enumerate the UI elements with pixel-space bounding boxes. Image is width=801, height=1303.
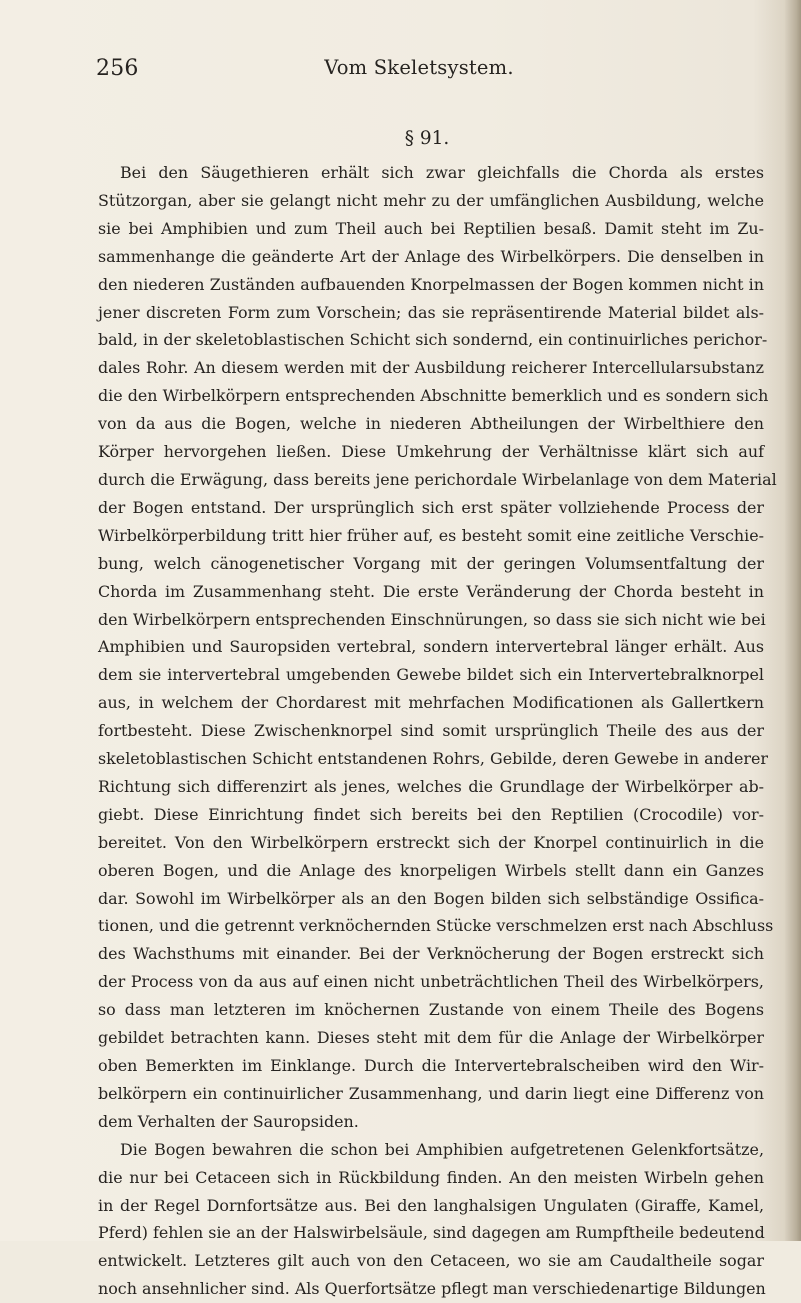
text-line: belkörpern ein continuirlicher Zusammenhang, und darin liegt eine Differenz von xyxy=(98,1083,764,1103)
text-line: bung, welch cänogenetischer Vorgang mit der geringen Volumsentfaltung der xyxy=(98,553,764,573)
text-line: bereitet. Von den Wirbelkörpern erstreckt sich der Knorpel continuirlich in die xyxy=(98,832,764,852)
text-line: Körper hervorgehen ließen. Diese Umkehrung der Verhältnisse klärt sich auf xyxy=(98,442,764,462)
text-line: giebt. Diese Einrichtung findet sich bereits bei den Reptilien (Crocodile) vor- xyxy=(98,804,764,824)
text-line: dales Rohr. An diesem werden mit der Ausbildung reicherer Intercellularsubstanz xyxy=(98,358,764,378)
text-line: Chorda im Zusammenhang steht. Die erste Veränderung der Chorda besteht in xyxy=(98,581,764,601)
text-line: den Wirbelkörpern entsprechenden Einschnürungen, so dass sie sich nicht wie bei xyxy=(98,609,766,629)
page-edge xyxy=(785,0,801,1241)
text-line: den niederen Zuständen aufbauenden Knorpelmassen der Bogen kommen nicht in xyxy=(98,274,764,294)
text-line: Richtung sich differenzirt als jenes, welches die Grundlage der Wirbelkörper ab- xyxy=(98,776,764,796)
text-line: dem Verhalten der Sauropsiden. xyxy=(98,1111,359,1131)
text-line: noch ansehnlicher sind. Als Querfortsätze pflegt man verschiedenartige Bildungen xyxy=(98,1279,766,1299)
text-line: aus, in welchem der Chordarest mit mehrfachen Modificationen als Gallertkern xyxy=(98,693,764,713)
paragraph xyxy=(98,1136,764,1303)
text-line: dem sie intervertebral umgebenden Gewebe bildet sich ein Intervertebralknorpel xyxy=(98,665,764,685)
text-line: Stützorgan, aber sie gelangt nicht mehr zu der umfänglichen Ausbildung, welche xyxy=(98,190,764,210)
text-line: des Wachsthums mit einander. Bei der Verknöcherung der Bogen erstreckt sich xyxy=(98,944,764,964)
text-line: tionen, und die getrennt verknöchernden Stücke verschmelzen erst nach Abschluss xyxy=(98,916,774,936)
text-line: Bei den Säugethieren erhält sich zwar gleichfalls die Chorda als erstes xyxy=(120,163,764,182)
text-line: die nur bei Cetaceen sich in Rückbildung finden. An den meisten Wirbeln gehen xyxy=(98,1167,764,1187)
page-number: 256 xyxy=(96,56,139,81)
text-line: die den Wirbelkörpern entsprechenden Abschnitte bemerklich und es sondern sich xyxy=(98,386,769,406)
text-line: in der Regel Dornfortsätze aus. Bei den langhalsigen Ungulaten (Giraffe, Kamel, xyxy=(98,1195,764,1215)
text-line: Amphibien und Sauropsiden vertebral, sondern intervertebral länger erhält. Aus xyxy=(98,637,764,657)
text-line: der Bogen entstand. Der ursprünglich sich erst später vollziehende Process der xyxy=(98,497,764,517)
text-line: Pferd) fehlen sie an der Halswirbelsäule, sind dagegen am Rumpftheile bedeutend xyxy=(98,1223,765,1243)
text-line: oberen Bogen, und die Anlage des knorpeligen Wirbels stellt dann ein Ganzes xyxy=(98,860,764,880)
text-line: dar. Sowohl im Wirbelkörper als an den Bogen bilden sich selbständige Ossifica- xyxy=(98,888,764,908)
text-line: so dass man letzteren im knöchernen Zustande von einem Theile des Bogens xyxy=(98,1000,764,1020)
text-line: sammenhange die geänderte Art der Anlage des Wirbelkörpers. Die denselben in xyxy=(98,246,764,266)
section-heading: § 91. xyxy=(404,128,450,149)
text-line: oben Bemerkten im Einklange. Durch die Intervertebralscheiben wird den Wir- xyxy=(98,1056,764,1075)
text-line: bald, in der skeletoblastischen Schicht sich sondernd, ein continuirliches perichor- xyxy=(98,330,768,350)
text-line: von da aus die Bogen, welche in niederen Abtheilungen der Wirbelthiere den xyxy=(98,414,764,434)
text-line: fortbesteht. Diese Zwischenknorpel sind somit ursprünglich Theile des aus der xyxy=(98,721,764,741)
paragraph xyxy=(98,159,777,1136)
running-head xyxy=(96,56,656,86)
running-title: Vom Skeletsystem. xyxy=(324,56,514,79)
text-line: Die Bogen bewahren die schon bei Amphibien aufgetretenen Gelenkfortsätze, xyxy=(120,1139,764,1159)
body-text xyxy=(98,159,777,1303)
text-line: sie bei Amphibien und zum Theil auch bei Reptilien besaß. Damit steht im Zu- xyxy=(98,218,764,238)
text-line: Wirbelkörperbildung tritt hier früher auf, es besteht somit eine zeitliche Verschie- xyxy=(98,525,764,545)
text-line: gebildet betrachten kann. Dieses steht mit dem für die Anlage der Wirbelkörper xyxy=(98,1028,764,1048)
text-line: entwickelt. Letzteres gilt auch von den Cetaceen, wo sie am Caudaltheile sogar xyxy=(98,1251,764,1271)
text-line: der Process von da aus auf einen nicht unbeträchtlichen Theil des Wirbelkörpers, xyxy=(98,972,764,992)
text-line: jener discreten Form zum Vorschein; das sie repräsentirende Material bildet als- xyxy=(98,302,764,322)
text-line: skeletoblastischen Schicht entstandenen Rohrs, Gebilde, deren Gewebe in anderer xyxy=(98,749,768,769)
text-line: durch die Erwägung, dass bereits jene perichordale Wirbelanlage von dem Material xyxy=(98,469,777,489)
